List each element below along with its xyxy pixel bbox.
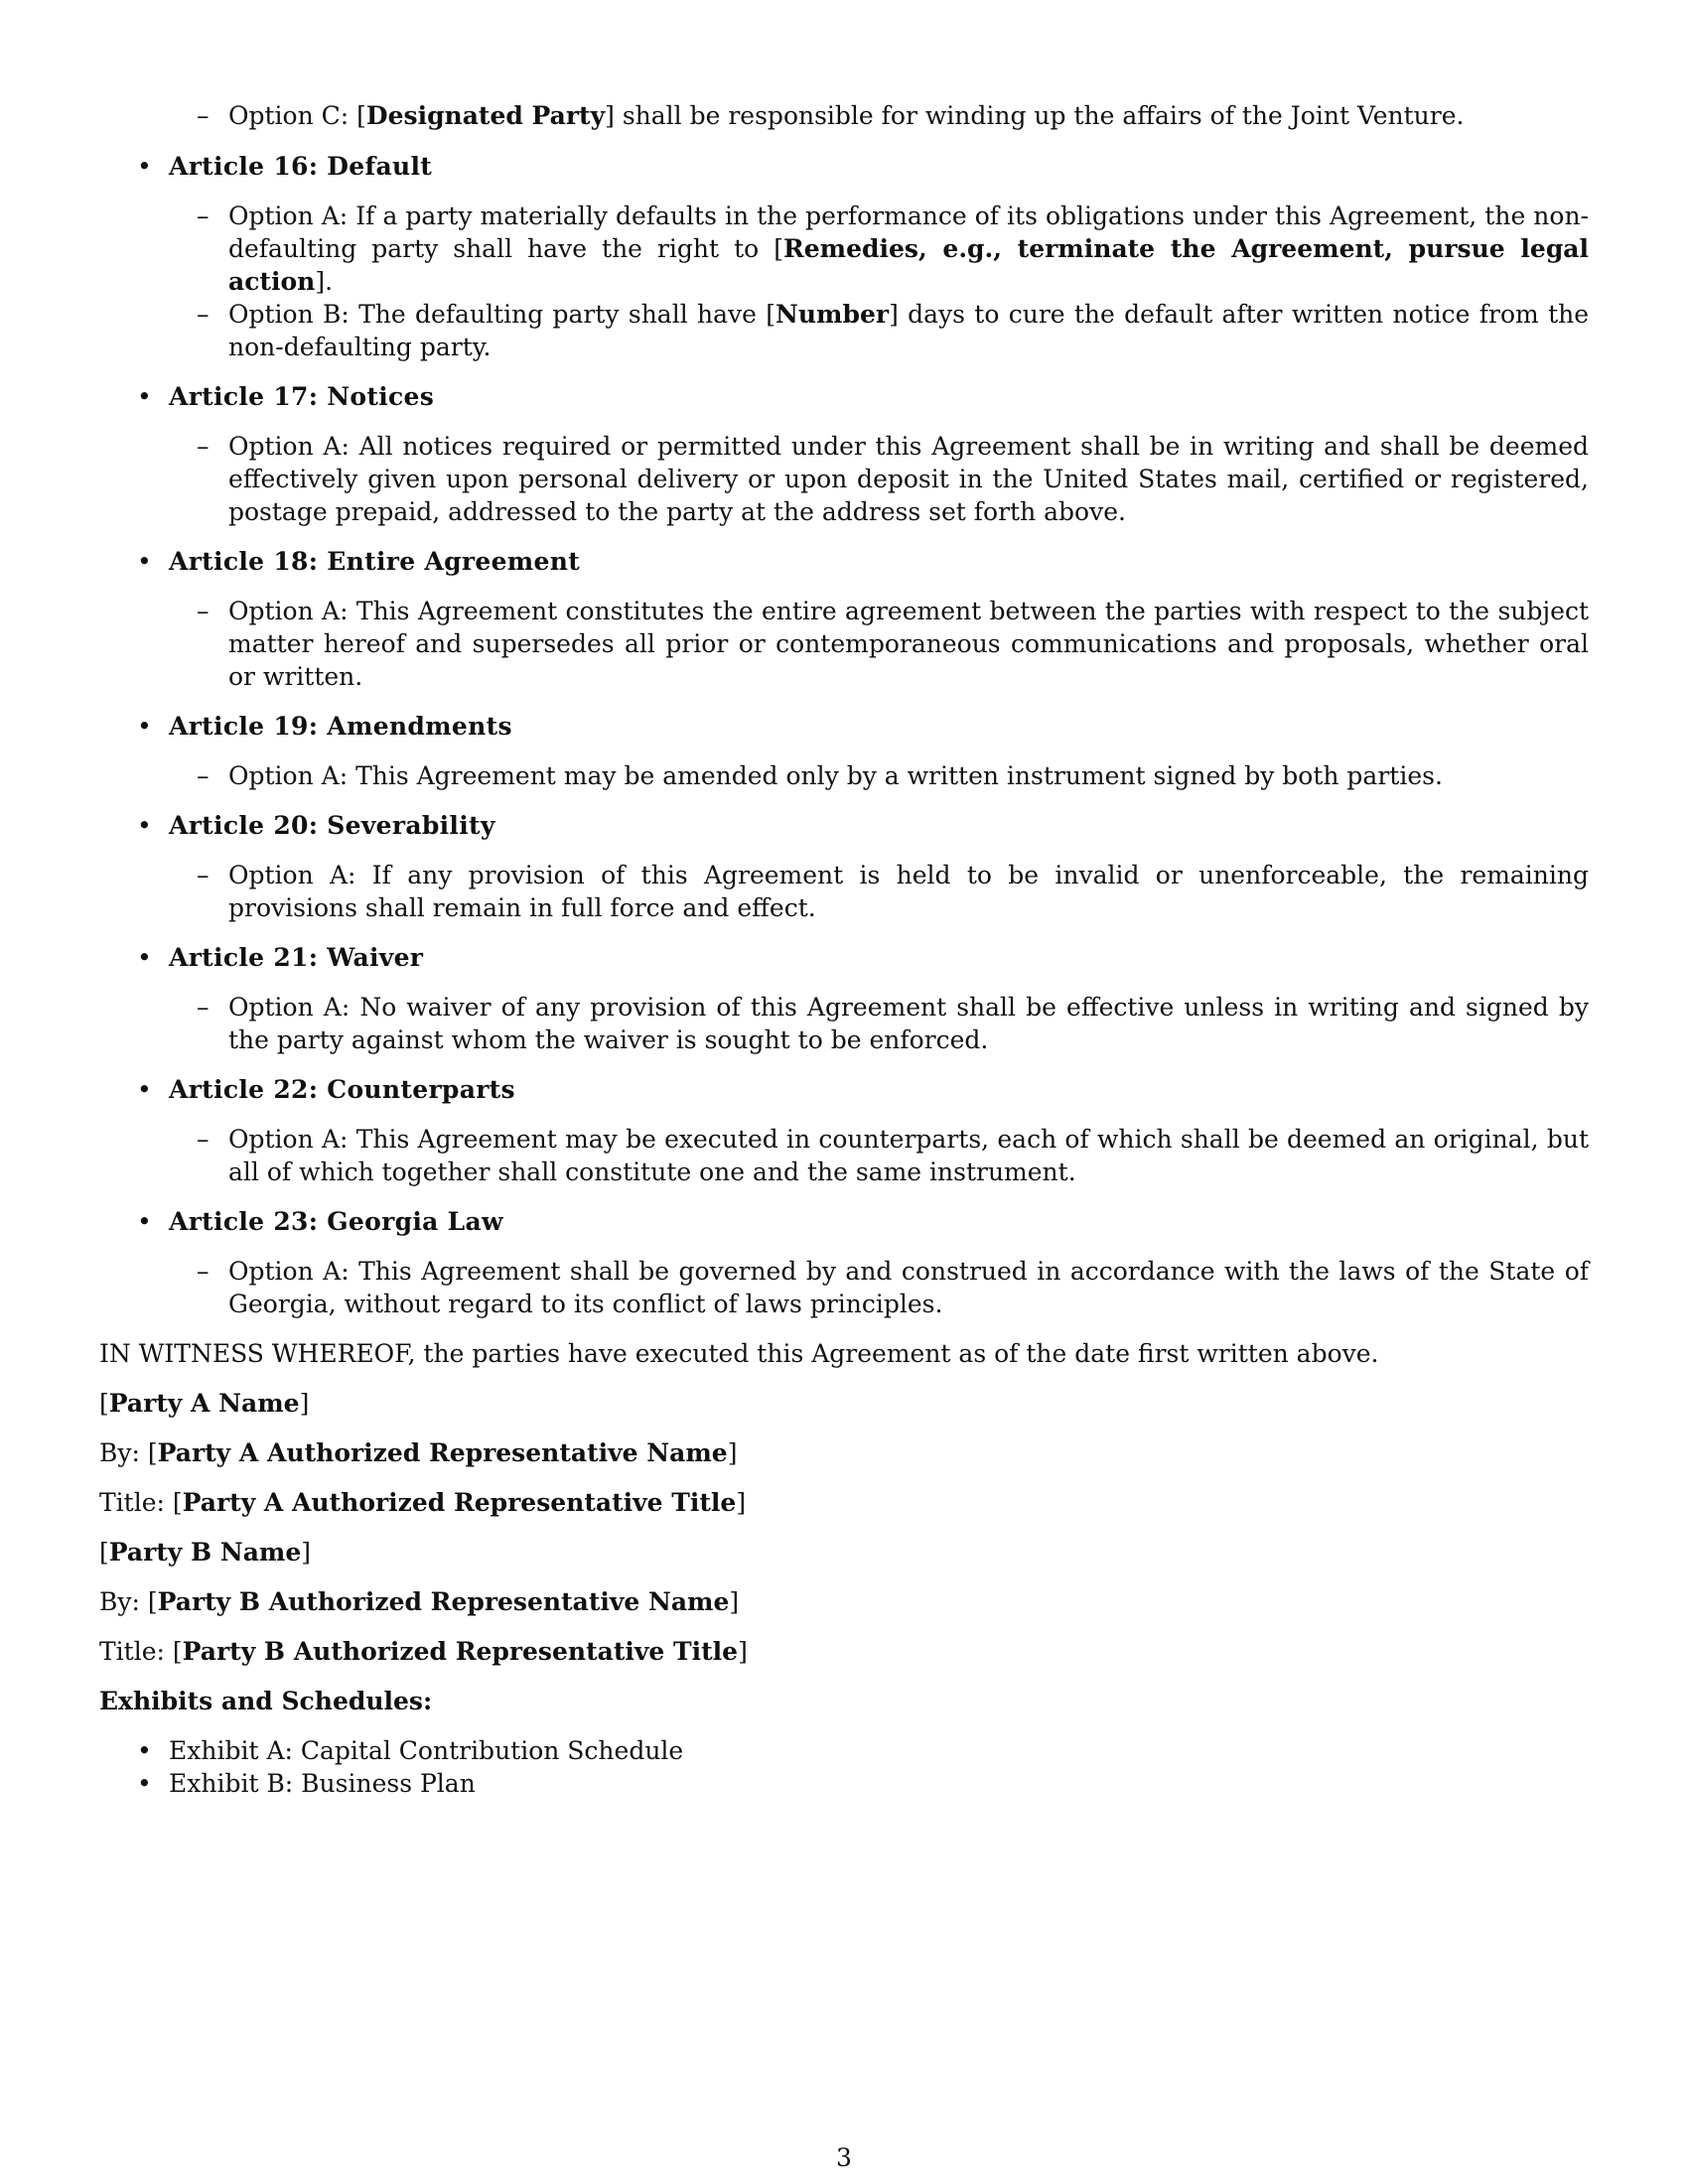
article-heading: • Article 17: Notices <box>137 382 435 411</box>
article-heading: • Article 16: Default <box>137 152 433 181</box>
article-19-section <box>99 710 1589 792</box>
article-heading: • Article 20: Severability <box>137 811 495 840</box>
article-18-option-a: – Option A: This Agreement constitutes the entire agreement between the parties with respect to the subject matter hereof and supersedes all prior or contemporaneous communications and proposals, whether oral or written. <box>197 597 1589 691</box>
article-22-option-a: – Option A: This Agreement may be executed in counterparts, each of which shall be deemed an original, but all of which together shall constitute one and the same instrument. <box>197 1125 1589 1186</box>
article-20-section <box>99 809 1589 924</box>
party-b-by-line: By: [Party B Authorized Representative Name] <box>99 1587 740 1616</box>
party-b-title-line: Title: [Party B Authorized Representative Title] <box>99 1637 748 1666</box>
list-item: • Exhibit A: Capital Contribution Schedule <box>137 1736 684 1765</box>
dash-marker: – <box>197 101 210 130</box>
article-16-option-b: – Option B: The defaulting party shall have [Number] days to cure the default after written notice from the non-defaulting party. <box>197 300 1590 361</box>
exhibits-heading: Exhibits and Schedules: <box>99 1687 433 1715</box>
article-heading: • Article 19: Amendments <box>137 712 512 741</box>
party-b-name: [Party B Name] <box>99 1538 312 1567</box>
list-item: • Exhibit B: Business Plan <box>137 1769 476 1798</box>
option-c-winding-up: – Option C: [Designated Party] shall be responsible for winding up the affairs of the Joint Venture. <box>197 101 1465 130</box>
exhibits-list <box>99 1734 1589 1800</box>
page-number: 3 <box>836 2143 852 2172</box>
document-page <box>99 99 1589 1800</box>
article-23-section <box>99 1205 1589 1320</box>
party-a-name: [Party A Name] <box>99 1389 310 1418</box>
article-21-section <box>99 941 1589 1056</box>
article-19-option-a: – Option A: This Agreement may be amended only by a written instrument signed by both parties. <box>197 761 1443 790</box>
article-20-option-a: – Option A: If any provision of this Agreement is held to be invalid or unenforceable, the remaining provisions shall remain in full force and effect. <box>197 861 1589 922</box>
article-heading: • Article 21: Waiver <box>137 943 424 972</box>
article-18-section <box>99 545 1589 693</box>
article-heading: • Article 22: Counterparts <box>137 1075 515 1104</box>
witness-clause: IN WITNESS WHEREOF, the parties have executed this Agreement as of the date first written above. <box>99 1339 1379 1368</box>
article-17-section <box>99 380 1589 528</box>
article-22-section <box>99 1073 1589 1188</box>
article-heading: • Article 23: Georgia Law <box>137 1207 503 1236</box>
party-a-title-line: Title: [Party A Authorized Representative Title] <box>99 1488 747 1517</box>
article-16-section <box>99 150 1589 363</box>
article-23-option-a: – Option A: This Agreement shall be governed by and construed in accordance with the laws of the State of Georgia, without regard to its conflict of laws principles. <box>197 1257 1589 1318</box>
article-17-option-a: – Option A: All notices required or permitted under this Agreement shall be in writing and shall be deemed effectively given upon personal delivery or upon deposit in the United States mail, certified or registered, postage prepaid, addressed to the party at the address set forth above. <box>197 432 1589 526</box>
article-16-option-a: – Option A: If a party materially defaults in the performance of its obligations under this Agreement, the non-defaulting party shall have the right to [Remedies, e.g., terminate the Agreement, pursue legal action]. <box>197 202 1589 296</box>
party-a-by-line: By: [Party A Authorized Representative Name] <box>99 1438 738 1467</box>
article-21-option-a: – Option A: No waiver of any provision of this Agreement shall be effective unless in writing and signed by the party against whom the waiver is sought to be enforced. <box>197 993 1589 1054</box>
article-heading: • Article 18: Entire Agreement <box>137 547 581 576</box>
